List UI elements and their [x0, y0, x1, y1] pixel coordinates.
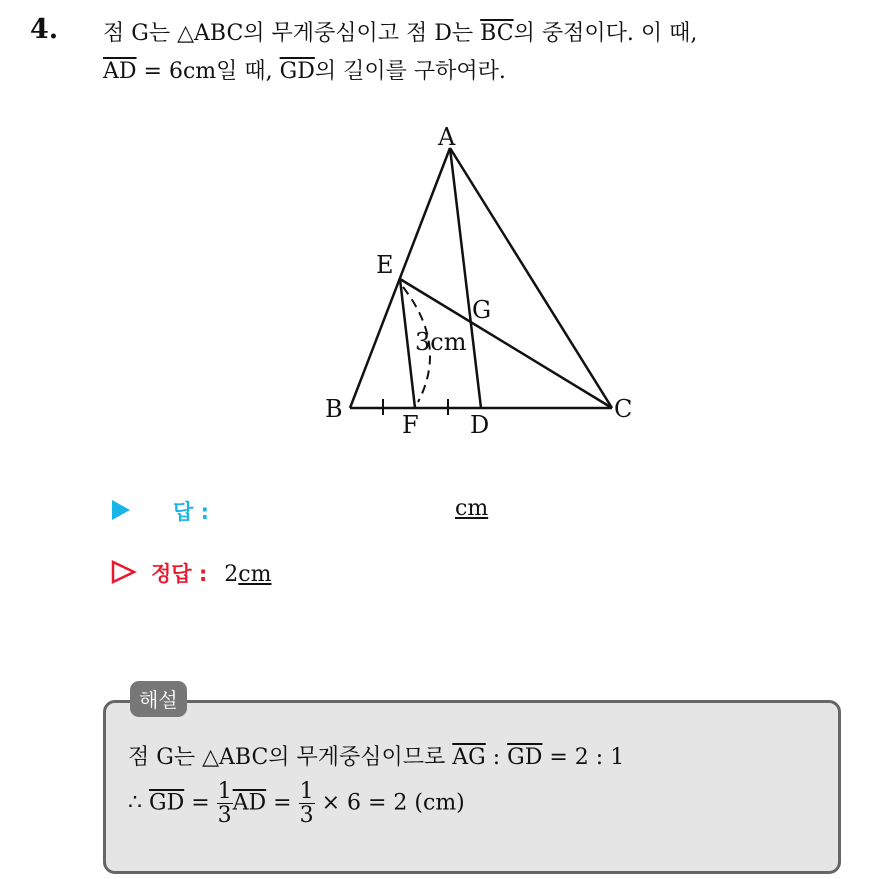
- colon: :: [485, 745, 508, 770]
- label-b: B: [325, 395, 343, 423]
- label-d: D: [470, 411, 490, 439]
- segment-notation: $\overline{GD}$: [279, 59, 315, 84]
- fraction-numerator: 1: [217, 779, 232, 804]
- question-text-segment: = 6cm일 때,: [136, 59, 280, 84]
- segment-ef: [400, 279, 415, 408]
- answer-blank[interactable]: [455, 496, 488, 521]
- median-ad: [450, 148, 481, 408]
- segment-ag: $\overline{AG}$: [452, 745, 486, 770]
- fraction: [299, 780, 315, 827]
- question-number: 4.: [30, 14, 59, 45]
- label-c: C: [614, 395, 633, 423]
- answer-label: 답 :: [173, 500, 209, 524]
- equals: =: [184, 790, 217, 816]
- question-text-segment: 점 G는 △ABC의 무게중심이고 점 D는: [103, 21, 481, 46]
- correct-label: 정답 :: [151, 562, 208, 586]
- fraction: [217, 780, 233, 827]
- side-ac: [450, 148, 612, 408]
- equals: =: [266, 790, 299, 816]
- answer-unit: cm: [455, 496, 489, 521]
- label-e: E: [376, 251, 394, 279]
- computation: × 6 = 2 (cm): [314, 790, 465, 816]
- correct-answer-row: [110, 558, 271, 588]
- segment-notation: $\overline{AD}$: [103, 59, 137, 84]
- outline-triangle-icon: [110, 559, 138, 585]
- segment-gd: $\overline{GD}$: [149, 790, 185, 816]
- label-a: A: [438, 123, 456, 151]
- segment-ad: $\overline{AD}$: [232, 790, 267, 816]
- answer-row: [110, 496, 209, 526]
- label-g: G: [472, 296, 492, 324]
- solution-line-1: [128, 740, 624, 771]
- segment-notation: $\overline{BC}$: [480, 21, 514, 46]
- label-f: F: [402, 411, 419, 439]
- play-triangle-icon: [110, 497, 132, 523]
- length-label: 3cm: [415, 328, 467, 356]
- ratio: = 2 : 1: [542, 745, 625, 770]
- correct-value: 2: [224, 562, 239, 587]
- fraction-numerator: 1: [299, 779, 314, 804]
- therefore-symbol: ∴: [128, 790, 149, 816]
- segment-gd: $\overline{GD}$: [507, 745, 543, 770]
- correct-unit: cm: [238, 562, 272, 587]
- solution-text: 점 G는 △ABC의 무게중심이므로: [128, 745, 453, 770]
- fraction-denominator: 3: [299, 803, 314, 829]
- solution-line-2: [128, 780, 465, 827]
- question-text-segment: 의 중점이다. 이 때,: [513, 21, 698, 46]
- solution-title: 해설: [130, 681, 187, 717]
- fraction-denominator: 3: [217, 803, 232, 829]
- side-ab: [350, 148, 450, 408]
- question-text-segment: 의 길이를 구하여라.: [314, 59, 506, 84]
